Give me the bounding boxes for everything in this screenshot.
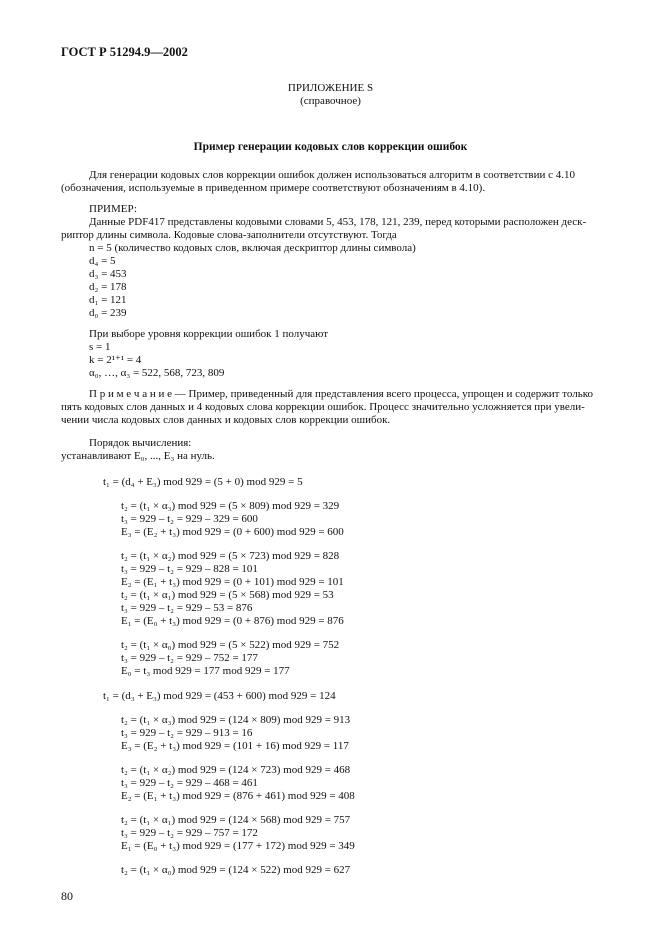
calc-line: t₃ = 929 – t₂ = 929 – 468 = 461 — [121, 777, 258, 789]
example-s: s = 1 — [89, 341, 111, 353]
page-number: 80 — [61, 889, 73, 903]
example-d3: d₃ = 453 — [89, 268, 127, 280]
example-k: k = 2¹⁺¹ = 4 — [89, 354, 142, 366]
document-header: ГОСТ Р 51294.9—2002 — [61, 45, 188, 59]
calc-t1-first: t₁ = (d₄ + E₃) mod 929 = (5 + 0) mod 929 = 5 — [103, 476, 303, 488]
calc-line: t₂ = (t₁ × α₂) mod 929 = (5 × 723) mod 929 = 828 — [121, 550, 340, 562]
calc-line: t₃ = 929 – t₂ = 929 – 53 = 876 — [121, 602, 253, 614]
calc-line: t₂ = (t₁ × α₁) mod 929 = (124 × 568) mod 929 = 757 — [121, 814, 351, 826]
example-d1: d₁ = 121 — [89, 294, 127, 306]
appendix-name: ПРИЛОЖЕНИЕ S — [287, 82, 374, 94]
note-line-2: пять кодовых слов данных и 4 кодовых слова коррекции ошибок. Процесс значительно усложняется при увели- — [61, 401, 585, 413]
calc-line: E₁ = (E₀ + t₃) mod 929 = (0 + 876) mod 929 = 876 — [121, 615, 344, 627]
calc-line: E₀ = t₃ mod 929 = 177 mod 929 = 177 — [121, 665, 290, 677]
calc-line: t₂ = (t₁ × α₂) mod 929 = (124 × 723) mod 929 = 468 — [121, 764, 351, 776]
calc-line: t₂ = (t₁ × α₀) mod 929 = (124 × 522) mod 929 = 627 — [121, 864, 351, 876]
calc-line: E₁ = (E₀ + t₃) mod 929 = (177 + 172) mod 929 = 349 — [121, 840, 355, 852]
calc-line: E₂ = (E₁ + t₃) mod 929 = (0 + 101) mod 929 = 101 — [121, 576, 344, 588]
intro-line-2: (обозначения, используемые в приведенном примере соответствуют обозначениям в 4.10). — [61, 182, 486, 194]
procedure-label: Порядок вычисления: — [89, 437, 192, 449]
calc-line: E₂ = (E₁ + t₃) mod 929 = (876 + 461) mod 929 = 408 — [121, 790, 355, 802]
calc-line: t₂ = (t₁ × α₃) mod 929 = (124 × 809) mod 929 = 913 — [121, 714, 351, 726]
calc-line: t₂ = (t₁ × α₃) mod 929 = (5 × 809) mod 929 = 329 — [121, 500, 340, 512]
example-d0: d₀ = 239 — [89, 307, 127, 319]
example-line-2: риптор длины символа. Кодовые слова-заполнители отсутствуют. Тогда — [61, 229, 397, 241]
example-n: n = 5 (количество кодовых слов, включая дескриптор длины символа) — [89, 242, 416, 254]
calc-line: t₃ = 929 – t₂ = 929 – 329 = 600 — [121, 513, 258, 525]
calc-line: t₃ = 929 – t₂ = 929 – 913 = 16 — [121, 727, 253, 739]
example-line-1: Данные PDF417 представлены кодовыми словами 5, 453, 178, 121, 239, перед которыми расположен деск- — [89, 216, 587, 228]
calc-line: t₃ = 929 – t₂ = 929 – 752 = 177 — [121, 652, 258, 664]
example-level: При выборе уровня коррекции ошибок 1 получают — [89, 328, 329, 340]
calc-line: t₃ = 929 – t₂ = 929 – 757 = 172 — [121, 827, 258, 839]
calc-line: t₂ = (t₁ × α₁) mod 929 = (5 × 568) mod 929 = 53 — [121, 589, 334, 601]
note-line-3: чении числа кодовых слов данных и кодовых слов коррекции ошибок. — [61, 414, 391, 426]
note-line-1: П р и м е ч а н и е — Пример, приведенный для представления всего процесса, упрощен и содержит только — [89, 388, 594, 400]
calc-line: t₂ = (t₁ × α₀) mod 929 = (5 × 522) mod 929 = 752 — [121, 639, 340, 651]
calc-t1-second: t₁ = (d₃ + E₃) mod 929 = (453 + 600) mod 929 = 124 — [103, 690, 336, 702]
example-alpha: α₀, …, α₃ = 522, 568, 723, 809 — [89, 367, 225, 379]
example-d2: d₂ = 178 — [89, 281, 127, 293]
calc-line: E₃ = (E₂ + t₃) mod 929 = (101 + 16) mod 929 = 117 — [121, 740, 349, 752]
section-title: Пример генерации кодовых слов коррекции ошибок — [193, 141, 468, 153]
procedure-init: устанавливают E₀, ..., E₃ на нуль. — [61, 450, 215, 462]
calc-line: E₃ = (E₂ + t₃) mod 929 = (0 + 600) mod 929 = 600 — [121, 526, 344, 538]
calc-line: t₃ = 929 – t₂ = 929 – 828 = 101 — [121, 563, 258, 575]
example-d4: d₄ = 5 — [89, 255, 116, 267]
intro-line-1: Для генерации кодовых слов коррекции ошибок должен использоваться алгоритм в соответствии с 4.10 — [89, 169, 576, 181]
appendix-kind: (справочное) — [300, 95, 361, 107]
example-label: ПРИМЕР: — [89, 203, 138, 215]
